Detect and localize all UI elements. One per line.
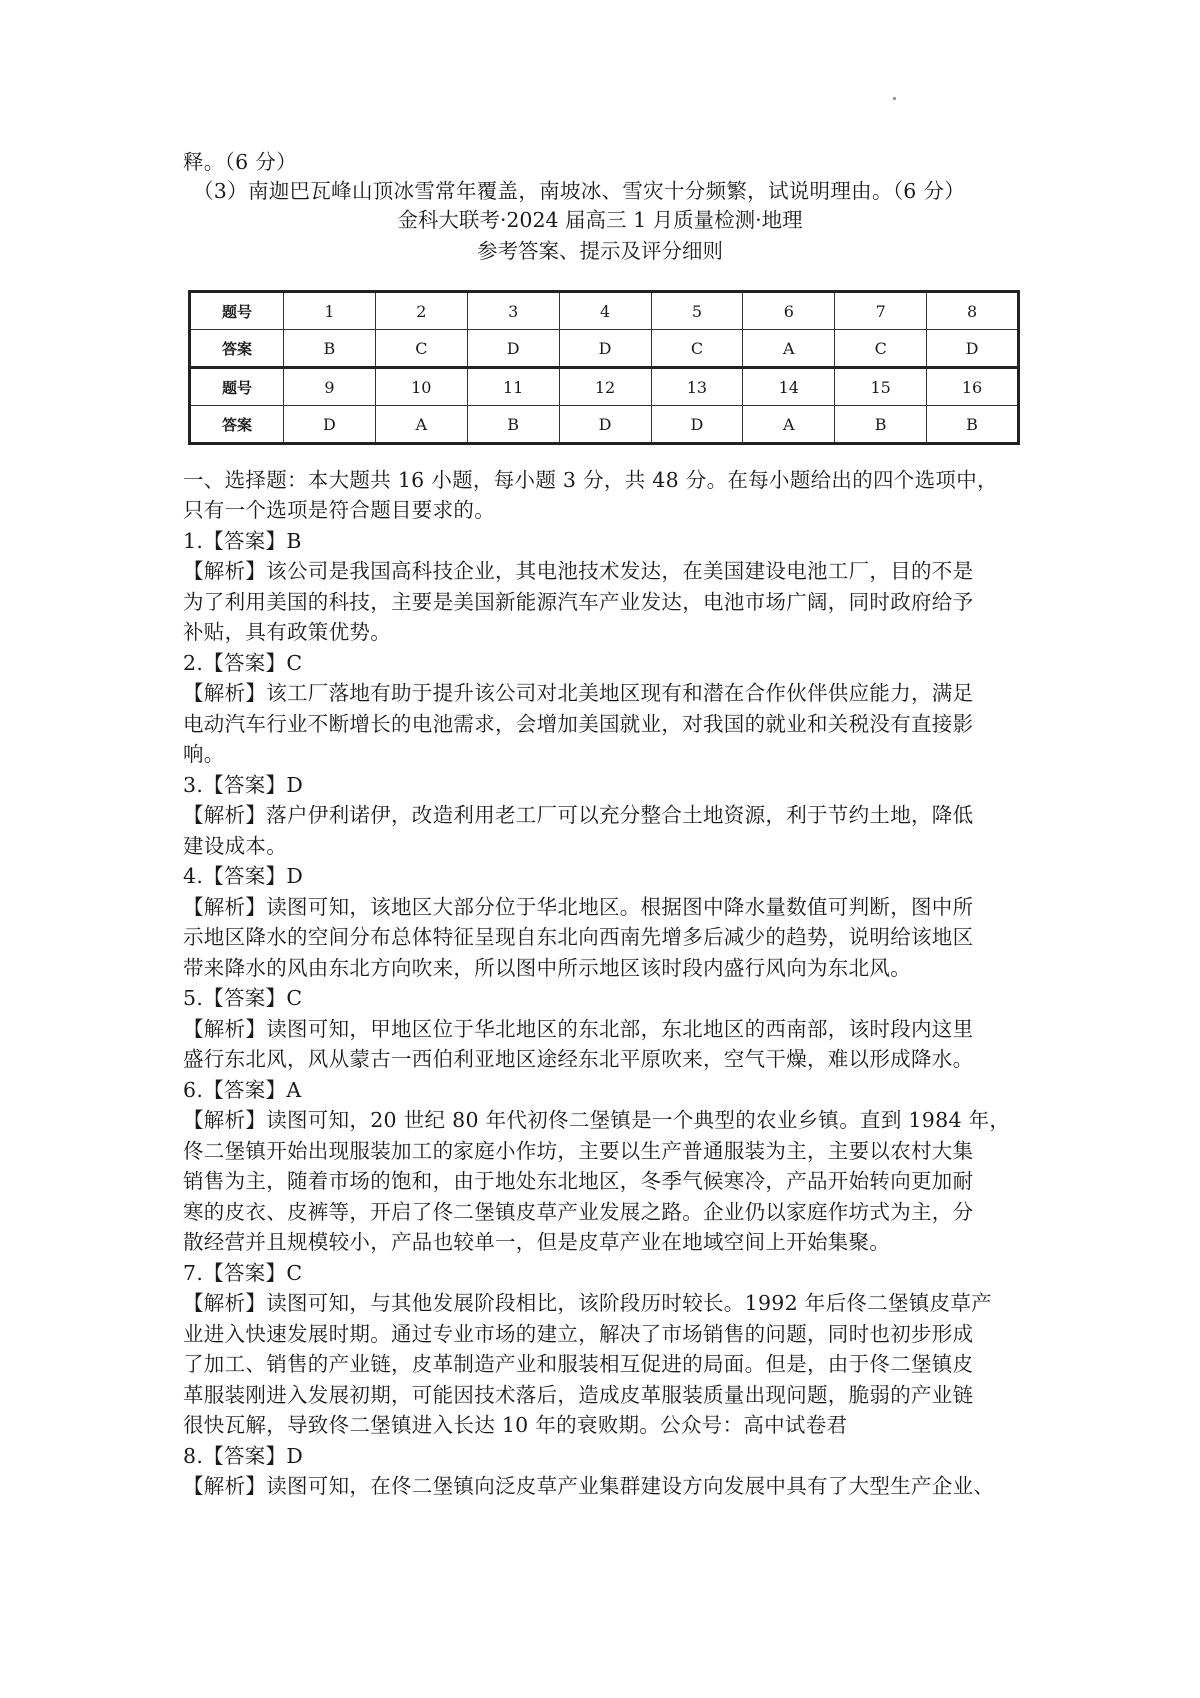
analysis-text: 【解析】读图可知，与其他发展阶段相比，该阶段历时较长。1992 年后佟二堡镇皮草产 xyxy=(183,1291,992,1315)
analysis-text: 为了利用美国的科技，主要是美国新能源汽车产业发达，电池市场广阔，同时政府给予 xyxy=(183,590,974,614)
analysis-text: 【解析】该公司是我国高科技企业，其电池技术发达，在美国建设电池工厂，目的不是 xyxy=(183,559,974,583)
section-heading-cont: 只有一个选项是符合题目要求的。 xyxy=(183,498,495,522)
question-number-cell: 8 xyxy=(927,292,1019,330)
answer-label: 1.【答案】B xyxy=(183,529,302,553)
question-number-cell: 15 xyxy=(835,368,927,406)
answer-label: 2.【答案】C xyxy=(183,651,303,675)
answer-cell: D xyxy=(284,406,376,444)
analysis-text: 补贴，具有政策优势。 xyxy=(183,620,391,644)
table-row-numbers-2 xyxy=(190,368,1019,406)
analysis-text: 建设成本。 xyxy=(183,834,287,858)
analysis-text: 【解析】该工厂落地有助于提升该公司对北美地区现有和潜在合作伙伴供应能力，满足 xyxy=(183,681,974,705)
table-row-answers-1 xyxy=(190,330,1019,368)
question-number-cell: 4 xyxy=(559,292,651,330)
scan-speck xyxy=(893,97,896,100)
analysis-text: 示地区降水的空间分布总体特征呈现自东北向西南先增多后减少的趋势，说明给该地区 xyxy=(183,925,974,949)
question-number-cell: 12 xyxy=(559,368,651,406)
answer-cell: C xyxy=(835,330,927,368)
row-label-question-number: 题号 xyxy=(190,292,284,330)
analysis-text: 【解析】读图可知，该地区大部分位于华北地区。根据图中降水量数值可判断，图中所 xyxy=(183,895,974,919)
answer-cell: A xyxy=(743,406,835,444)
answer-cell: B xyxy=(467,406,559,444)
analysis-text: 电动汽车行业不断增长的电池需求，会增加美国就业，对我国的就业和关税没有直接影 xyxy=(183,712,974,736)
question-number-cell: 14 xyxy=(743,368,835,406)
answer-cell: B xyxy=(927,406,1019,444)
question-number-cell: 7 xyxy=(835,292,927,330)
previous-question-3: （3）南迦巴瓦峰山顶冰雪常年覆盖，南坡冰、雪灾十分频繁，试说明理由。（6 分） xyxy=(193,179,966,203)
analysis-text: 盛行东北风，风从蒙古一西伯利亚地区途经东北平原吹来，空气干燥，难以形成降水。 xyxy=(183,1047,974,1071)
answer-label: 5.【答案】C xyxy=(183,986,303,1010)
analysis-text: 散经营并且规模较小，产品也较单一，但是皮草产业在地域空间上开始集聚。 xyxy=(183,1230,891,1254)
answer-cell: D xyxy=(559,406,651,444)
answer-cell: D xyxy=(927,330,1019,368)
answer-cell: B xyxy=(284,330,376,368)
row-label-answer: 答案 xyxy=(190,330,284,368)
analysis-text: 【解析】读图可知，20 世纪 80 年代初佟二堡镇是一个典型的农业乡镇。直到 1984 年， xyxy=(183,1108,1011,1132)
analysis-text: 了加工、销售的产业链，皮革制造产业和服装相互促进的局面。但是，由于佟二堡镇皮 xyxy=(183,1352,974,1376)
answer-label: 4.【答案】D xyxy=(183,864,304,888)
question-number-cell: 16 xyxy=(927,368,1019,406)
answer-cell: A xyxy=(743,330,835,368)
answer-label: 7.【答案】C xyxy=(183,1261,303,1285)
answer-cell: D xyxy=(559,330,651,368)
answer-label: 6.【答案】A xyxy=(183,1078,302,1102)
analysis-text: 很快瓦解，导致佟二堡镇进入长达 10 年的衰败期。公众号：高中试卷君 xyxy=(183,1413,848,1437)
analysis-text: 【解析】读图可知，甲地区位于华北地区的东北部，东北地区的西南部，该时段内这里 xyxy=(183,1017,974,1041)
question-number-cell: 5 xyxy=(651,292,743,330)
answer-cell: D xyxy=(467,330,559,368)
analysis-text: 寒的皮衣、皮裤等，开启了佟二堡镇皮草产业发展之路。企业仍以家庭作坊式为主，分 xyxy=(183,1200,974,1224)
answer-table xyxy=(188,290,1020,445)
question-number-cell: 13 xyxy=(651,368,743,406)
question-number-cell: 6 xyxy=(743,292,835,330)
previous-question-end: 释。（6 分） xyxy=(183,150,297,174)
analysis-text: 【解析】落户伊利诺伊，改造利用老工厂可以充分整合土地资源，利于节约土地，降低 xyxy=(183,803,974,827)
document-title: 金科大联考·2024 届高三 1 月质量检测·地理 xyxy=(397,208,803,232)
question-number-cell: 3 xyxy=(467,292,559,330)
answer-cell: A xyxy=(375,406,467,444)
section-heading: 一、选择题：本大题共 16 小题，每小题 3 分，共 48 分。在每小题给出的四个选项中， xyxy=(183,468,998,492)
analysis-text: 佟二堡镇开始出现服装加工的家庭小作坊，主要以生产普通服装为主，主要以农村大集 xyxy=(183,1139,974,1163)
question-number-cell: 9 xyxy=(284,368,376,406)
answer-cell: D xyxy=(651,406,743,444)
row-label-answer: 答案 xyxy=(190,406,284,444)
question-number-cell: 1 xyxy=(284,292,376,330)
question-number-cell: 2 xyxy=(375,292,467,330)
row-label-question-number: 题号 xyxy=(190,368,284,406)
analysis-text: 业进入快速发展时期。通过专业市场的建立，解决了市场销售的问题，同时也初步形成 xyxy=(183,1322,974,1346)
answer-label: 3.【答案】D xyxy=(183,773,304,797)
answer-cell: B xyxy=(835,406,927,444)
analysis-text: 革服装刚进入发展初期，可能因技术落后，造成皮革服装质量出现问题，脆弱的产业链 xyxy=(183,1383,974,1407)
analysis-text: 【解析】读图可知，在佟二堡镇向泛皮草产业集群建设方向发展中具有了大型生产企业、 xyxy=(183,1474,995,1498)
table-row-answers-2 xyxy=(190,406,1019,444)
answer-cell: C xyxy=(375,330,467,368)
document-subtitle: 参考答案、提示及评分细则 xyxy=(477,239,723,263)
answer-cell: C xyxy=(651,330,743,368)
analysis-text: 销售为主，随着市场的饱和，由于地处东北地区，冬季气候寒冷，产品开始转向更加耐 xyxy=(183,1169,974,1193)
analysis-text: 响。 xyxy=(183,742,225,766)
question-number-cell: 10 xyxy=(375,368,467,406)
answer-label: 8.【答案】D xyxy=(183,1444,304,1468)
analysis-text: 带来降水的风由东北方向吹来，所以图中所示地区该时段内盛行风向为东北风。 xyxy=(183,956,911,980)
table-row-numbers-1 xyxy=(190,292,1019,330)
question-number-cell: 11 xyxy=(467,368,559,406)
